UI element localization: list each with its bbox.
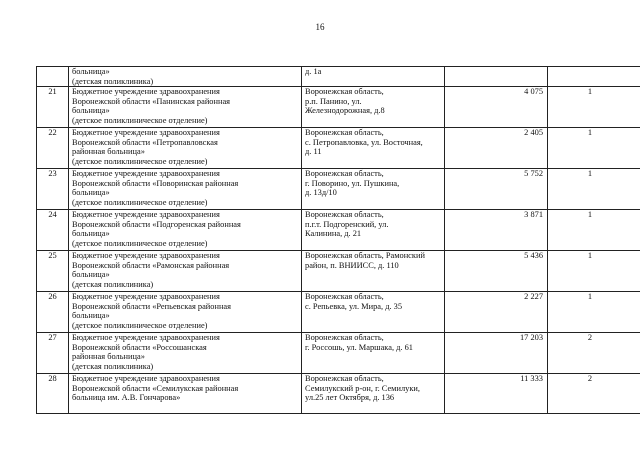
row-number-cell: 23: [37, 169, 69, 210]
institution-name-cell: Бюджетное учреждение здравоохранения Воронежской области «Петропавловская районная больница» (детское поликлиническое отделение): [69, 128, 302, 169]
row-number-cell: [37, 67, 69, 87]
row-number-cell: 22: [37, 128, 69, 169]
population-cell: 4 075: [445, 87, 548, 128]
row-number-cell: 26: [37, 292, 69, 333]
table-row: [37, 210, 640, 251]
institution-name-cell: Бюджетное учреждение здравоохранения Воронежской области «Рамонская районная больница» (детская поликлиника): [69, 251, 302, 292]
address-cell: Воронежская область, с. Репьевка, ул. Мира, д. 35: [302, 292, 445, 333]
count-cell: 1: [548, 87, 640, 128]
population-cell: 3 871: [445, 210, 548, 251]
institution-name-cell: Бюджетное учреждение здравоохранения Воронежской области «Поворинская районная больница» (детское поликлиническое отделение): [69, 169, 302, 210]
address-cell: Воронежская область, Рамонский район, п. ВНИИСС, д. 110: [302, 251, 445, 292]
row-number-cell: 25: [37, 251, 69, 292]
count-cell: 1: [548, 251, 640, 292]
count-cell: 1: [548, 169, 640, 210]
address-cell: Воронежская область, р.п. Панино, ул. Железнодорожная, д.8: [302, 87, 445, 128]
count-cell: 1: [548, 210, 640, 251]
address-cell: Воронежская область, Семилукский р-он, г. Семилуки, ул.25 лет Октября, д. 136: [302, 374, 445, 414]
institution-name-cell: Бюджетное учреждение здравоохранения Воронежской области «Подгоренская районная больница» (детское поликлиническое отделение): [69, 210, 302, 251]
population-cell: 11 333: [445, 374, 548, 414]
address-cell: д. 1а: [302, 67, 445, 87]
table-row: [37, 333, 640, 374]
count-cell: 1: [548, 128, 640, 169]
count-cell: 2: [548, 374, 640, 414]
address-cell: Воронежская область, с. Петропавловка, ул. Восточная, д. 11: [302, 128, 445, 169]
address-cell: Воронежская область, п.г.т. Подгоренский, ул. Калинина, д. 21: [302, 210, 445, 251]
table-row: [37, 87, 640, 128]
table-row: [37, 67, 640, 87]
table-row: [37, 169, 640, 210]
institution-name-cell: Бюджетное учреждение здравоохранения Воронежской области «Семилукская районная больница им. А.В. Гончарова»: [69, 374, 302, 414]
address-cell: Воронежская область, г. Россошь, ул. Маршака, д. 61: [302, 333, 445, 374]
row-number-cell: 28: [37, 374, 69, 414]
institution-name-cell: Бюджетное учреждение здравоохранения Воронежской области «Россошанская районная больница» (детская поликлиника): [69, 333, 302, 374]
institution-name-cell: Бюджетное учреждение здравоохранения Воронежской области «Панинская районная больница» (детское поликлиническое отделение): [69, 87, 302, 128]
institutions-table: [36, 66, 640, 414]
population-cell: 2 405: [445, 128, 548, 169]
row-number-cell: 21: [37, 87, 69, 128]
table-row: [37, 251, 640, 292]
institution-name-cell: Бюджетное учреждение здравоохранения Воронежской области «Репьевская районная больница» (детское поликлиническое отделение): [69, 292, 302, 333]
table-row: [37, 292, 640, 333]
count-cell: 1: [548, 292, 640, 333]
address-cell: Воронежская область, г. Поворино, ул. Пушкина, д. 13д/10: [302, 169, 445, 210]
institution-name-cell: больница» (детская поликлиника): [69, 67, 302, 87]
row-number-cell: 27: [37, 333, 69, 374]
table-row: [37, 374, 640, 414]
count-cell: 2: [548, 333, 640, 374]
population-cell: 5 752: [445, 169, 548, 210]
population-cell: 2 227: [445, 292, 548, 333]
row-number-cell: 24: [37, 210, 69, 251]
table-row: [37, 128, 640, 169]
population-cell: [445, 67, 548, 87]
count-cell: [548, 67, 640, 87]
population-cell: 17 203: [445, 333, 548, 374]
population-cell: 5 436: [445, 251, 548, 292]
page-number: 16: [315, 22, 325, 32]
